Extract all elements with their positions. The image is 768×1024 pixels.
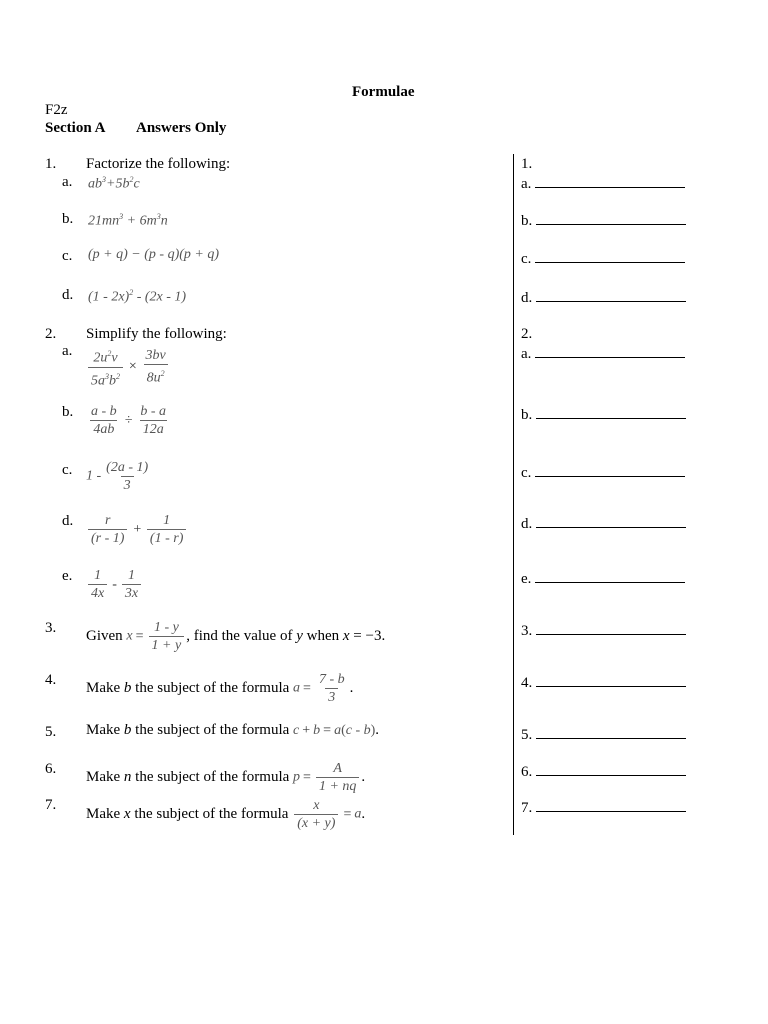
q2b-expression: $\frac{a - b}{4ab}$ ÷ $\frac{b - a}{12a}$ xyxy=(91,404,167,437)
q2c-label: c. xyxy=(62,462,73,478)
q4-subject-text: the subject of the formula xyxy=(135,680,290,696)
q3-given: Given xyxy=(86,628,123,644)
answer-2a-line[interactable] xyxy=(535,343,685,358)
answer-4-label: 4. xyxy=(521,675,533,691)
q7-subject-text: the subject of the formula xyxy=(134,806,289,822)
answer-2e-label: e. xyxy=(521,571,532,587)
q7-text: Make x the subject of the formula $\frac{x}{(x + y)}$ = a. xyxy=(86,798,366,831)
answer-1b-line[interactable] xyxy=(536,210,686,225)
answer-7-label: 7. xyxy=(521,800,533,816)
answer-6-line[interactable] xyxy=(536,761,686,776)
q1b-expression: $21mn^3 + 6m^3n$ xyxy=(88,212,168,229)
answer-2c xyxy=(521,462,685,482)
answer-1a-label: a. xyxy=(521,176,532,192)
q4-var: b xyxy=(123,680,132,696)
answer-1d-line[interactable] xyxy=(536,287,686,302)
q7-number: 7. xyxy=(45,797,57,813)
answer-1a xyxy=(521,173,685,193)
q2e-expression: $\frac{1}{4x}$ - $\frac{1}{3x}$ xyxy=(86,567,143,602)
q4-text: Make b the subject of the formula a = $\frac{7 - b}{3}$ . xyxy=(86,672,354,705)
answer-2b xyxy=(521,404,686,424)
answer-2c-label: c. xyxy=(521,465,532,481)
answer-column-divider xyxy=(513,154,514,835)
q5-make: Make xyxy=(86,722,121,738)
answer-5-line[interactable] xyxy=(536,724,686,739)
q1a-expression: $ab^3+5b^2c$ xyxy=(88,175,140,192)
answer-2c-line[interactable] xyxy=(535,462,685,477)
answer-1c-label: c. xyxy=(521,251,532,267)
q1b-label: b. xyxy=(62,211,74,227)
answer-1c-line[interactable] xyxy=(535,248,685,263)
q1c-label: c. xyxy=(62,248,73,264)
answer-1a-line[interactable] xyxy=(535,173,685,188)
answer-2-number: 2. xyxy=(521,326,533,342)
q2d-expression: $\frac{r}{(r - 1)}$ + $\frac{1}{(1 - r)}$ xyxy=(86,512,188,547)
q1a-label: a. xyxy=(62,174,73,190)
page-title: Formulae xyxy=(352,84,415,100)
q7-make: Make xyxy=(86,806,121,822)
q5-var: b xyxy=(123,722,132,738)
q2-number: 2. xyxy=(45,326,57,342)
answer-3-label: 3. xyxy=(521,623,533,639)
answer-2d xyxy=(521,513,686,533)
answer-3 xyxy=(521,620,686,640)
q2b-label: b. xyxy=(62,404,74,420)
q5-number: 5. xyxy=(45,724,57,740)
answer-2d-label: d. xyxy=(521,516,533,532)
answer-6 xyxy=(521,761,686,781)
answer-2a xyxy=(521,343,685,363)
q2c-expression: 1 - $\frac{(2a - 1)}{3}$ xyxy=(86,460,149,493)
answer-4 xyxy=(521,672,686,692)
answer-3-line[interactable] xyxy=(536,620,686,635)
answer-2a-label: a. xyxy=(521,346,532,362)
q1c-expression: (p + q) − (p - q)(p + q) xyxy=(88,247,220,262)
section-label: Section A xyxy=(45,120,106,136)
q6-make: Make xyxy=(86,769,121,785)
q6-text: Make n the subject of the formula p = $\frac{A}{1 + nq}$ . xyxy=(86,761,366,794)
answer-1b xyxy=(521,210,686,230)
q3-text: Given x = $\frac{1 - y}{1 + y}$ , find the value of y when x = −3. xyxy=(86,620,386,653)
q1-number: 1. xyxy=(45,156,57,172)
answer-6-label: 6. xyxy=(521,764,533,780)
q3-number: 3. xyxy=(45,620,57,636)
answer-1c xyxy=(521,248,685,268)
answer-1d xyxy=(521,287,686,307)
answer-7 xyxy=(521,797,686,817)
answers-only-label: Answers Only xyxy=(136,120,227,136)
q1-prompt: Factorize the following: xyxy=(86,156,231,172)
q7-var: x xyxy=(123,806,131,822)
q5-text: Make b the subject of the formula c + b = a(c - b). xyxy=(86,722,380,738)
q6-var: n xyxy=(123,769,132,785)
q3-eq: = −3. xyxy=(353,628,386,644)
q1d-expression: (1 - 2x)$^2$ - (2x - 1) xyxy=(88,288,187,305)
q2e-label: e. xyxy=(62,568,73,584)
q1d-label: d. xyxy=(62,287,74,303)
q2a-label: a. xyxy=(62,343,73,359)
q2-prompt: Simplify the following: xyxy=(86,326,227,342)
answer-2e-line[interactable] xyxy=(535,568,685,583)
q6-subject-text: the subject of the formula xyxy=(135,769,290,785)
q3-when: when xyxy=(306,628,340,644)
answer-4-line[interactable] xyxy=(536,672,686,687)
answer-2b-line[interactable] xyxy=(536,404,686,419)
answer-2b-label: b. xyxy=(521,407,533,423)
q4-make: Make xyxy=(86,680,121,696)
q5-subject-text: the subject of the formula xyxy=(135,722,290,738)
answer-1-number: 1. xyxy=(521,156,533,172)
q3-xvar: x xyxy=(342,628,350,644)
answer-1b-label: b. xyxy=(521,213,533,229)
q3-var: y xyxy=(296,628,303,644)
answer-1d-label: d. xyxy=(521,290,533,306)
answer-7-line[interactable] xyxy=(536,797,686,812)
q6-number: 6. xyxy=(45,761,57,777)
q4-number: 4. xyxy=(45,672,57,688)
answer-5-label: 5. xyxy=(521,727,533,743)
answer-5 xyxy=(521,724,686,744)
worksheet-code: F2z xyxy=(45,102,68,118)
q2d-label: d. xyxy=(62,513,74,529)
answer-2d-line[interactable] xyxy=(536,513,686,528)
answer-2e xyxy=(521,568,685,588)
q2a-expression: $\frac{2u^2v}{5a^3b^2}$ × $\frac{3bv}{8u^2}$ xyxy=(86,345,171,389)
q3-rest: , find the value of xyxy=(186,628,293,644)
